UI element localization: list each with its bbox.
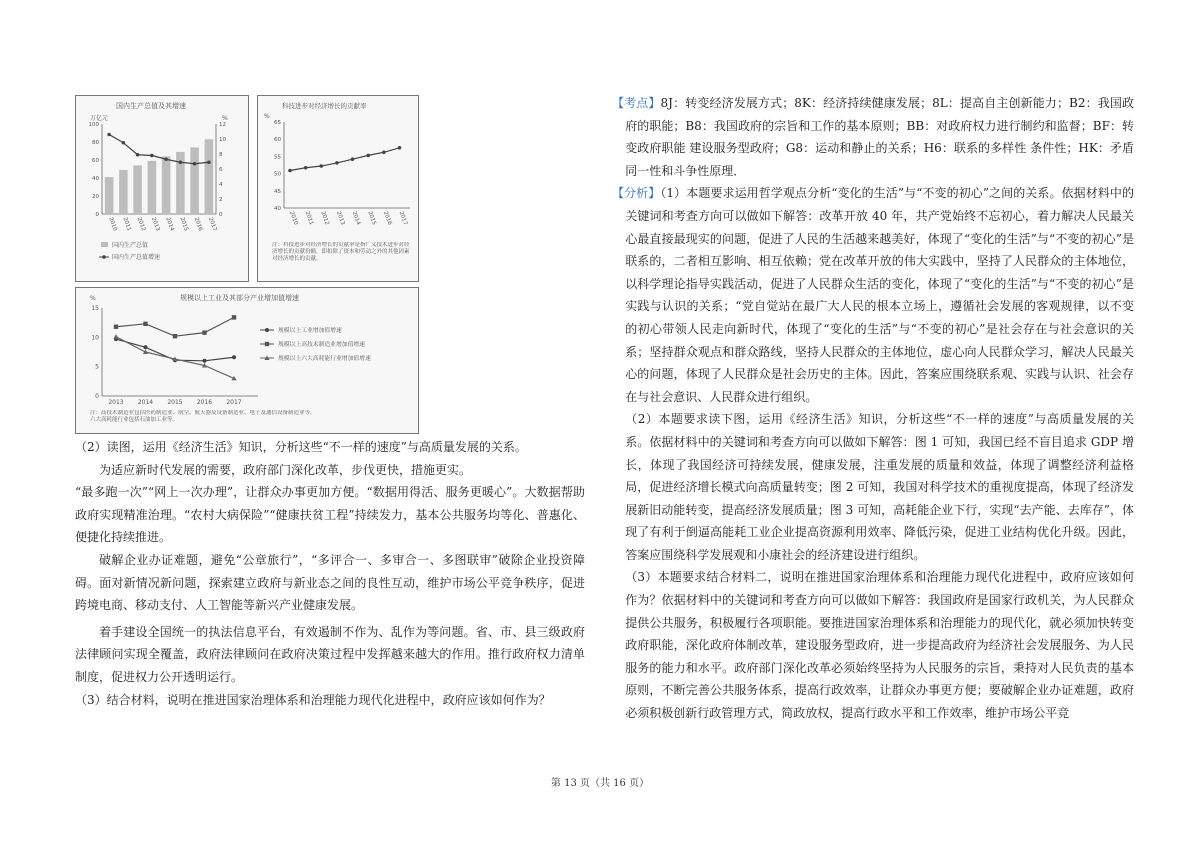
- point-tech: [304, 166, 308, 170]
- tick-label-x: 2016: [196, 399, 213, 406]
- tick-label-x: 2014: [137, 399, 154, 406]
- tick-label-x: 2013: [335, 210, 346, 226]
- tick-label-x: 2013: [149, 216, 161, 232]
- point-industry-series: [143, 322, 147, 326]
- tick-label-y: 45: [274, 188, 281, 195]
- point-gdp-growth: [136, 153, 140, 157]
- point-gdp-growth: [179, 160, 183, 164]
- legend-marker-gdp-growth: [102, 255, 106, 259]
- kaodian-tag: 【考点】: [612, 96, 661, 110]
- question-3: （3）结合材料，说明在推进国家治理体系和治理能力现代化进程中，政府应该如何作为？: [75, 692, 551, 707]
- tick-label-y: 10: [91, 334, 99, 342]
- right-column: [612, 92, 1134, 725]
- point-tech: [288, 169, 292, 173]
- point-tech: [398, 146, 402, 150]
- point-gdp-growth: [207, 160, 211, 164]
- tick-label-y-right: 0: [219, 212, 223, 218]
- point-industry-series: [173, 334, 177, 338]
- fenxi-block-2: （2）本题要求读下图，运用《经济生活》知识，分析这些“不一样的速度”与高质量发展的关系。依据材料中的关键词和考查方向可以做如下解答：图 1 可知，我国已经不盲目追求 GDP 增长，体现了我国经济可持续发展，健康发展，注重发展的质量和效益，体现了调整经济利益格局，促进经济增长模式向高质量转变；图 2 可知，我国对科学技术的重视度提高，体现了经济发展新旧动能转变，提高经济发展质量；图 3 可知，高耗能企业下行，实现“去产能、去库存”，体现了有利于倒逼高能耗工业企业提高资源利用效率、降低污染，促进工业结构优化升级。因此，答案应围绕科学发展观和小康社会的经济建设进行组织。: [625, 412, 1134, 562]
- bar-gdp: [105, 177, 114, 214]
- tick-label-y-left: 20: [92, 194, 99, 200]
- tick-label-y: 65: [274, 120, 281, 126]
- point-industry-series: [113, 334, 118, 339]
- chart-tech-title: 科技进步对经济增长的贡献率: [282, 102, 367, 110]
- chart-tech-note: 注：科技进步对经济增长的贡献率是指广义技术进步对经济增长的贡献份额，即扣除了资本和劳动之外的其他因素对经济增长的贡献。: [272, 242, 410, 262]
- material-para-3: 破解企业办证难题，避免“公章旅行”，“多评合一、多审合一、多图联审”破除企业投资障碍。面对新情况新问题，探索建立政府与新业态之间的良性互动，维护市场公平竞争秩序，促进跨境电商、移动支付、人工智能等新兴产业健康发展。: [75, 552, 585, 613]
- tick-label-x: 2015: [167, 399, 183, 406]
- legend-marker-industry: [265, 342, 269, 346]
- legend-label-industry: 规模以上六大高耗能行业增加值增速: [278, 356, 371, 362]
- left-column: [75, 436, 585, 711]
- tick-label-y-right: 8: [219, 152, 223, 158]
- chart-industry-ylabel: %: [90, 295, 96, 302]
- point-tech: [319, 164, 323, 168]
- point-gdp-growth: [107, 133, 111, 137]
- kaodian-block: [612, 92, 1134, 182]
- kaodian-text: 8J：转变经济发展方式；8K：经济持续健康发展；8L：提高自主创新能力；B2：我国政府的职能；B8：我国政府的宗旨和工作的基本原则；BB：对政府权力进行制约和监督；BF：转变政府职能 建设服务型政府；G8：运动和静止的关系；H6：联系的多样性 条件性；HK：矛盾同一性和斗争性原理．: [625, 96, 1134, 178]
- bar-gdp: [205, 139, 214, 214]
- point-industry-series: [114, 325, 118, 329]
- tick-label-x: 2017: [397, 210, 409, 226]
- tick-label-x: 2017: [206, 216, 218, 232]
- chart-tech: [257, 95, 419, 282]
- point-tech: [335, 161, 339, 165]
- bar-gdp: [133, 165, 142, 214]
- tick-label-x: 2010: [107, 216, 118, 232]
- legend-label-gdp: 国内生产总值: [112, 242, 149, 249]
- tick-label-x: 2011: [303, 210, 315, 226]
- tick-label-y: 0: [95, 393, 99, 400]
- material-para-2: “最多跑一次”“网上一次办理”，让群众办事更加方便。“数据用得活、服务更暖心”。大数据帮助政府实现精准治理。“农村大病保险”“健康扶贫工程”持续发力，基本公共服务均等化、普惠化、便捷化持续推进。: [75, 485, 585, 545]
- tick-label-x: 2013: [108, 399, 124, 406]
- legend-label-industry: 规模以上高技术制造业增加值增速: [278, 342, 365, 348]
- chart-industry-note: 注：高技术制造业包括医药制造业、航空、航天器及设备制造业、电子及通信设备制造业等，六大高耗能行业包括石油加工业等。: [90, 410, 316, 423]
- chart-industry-title: 规模以上工业及其部分产业增加值增速: [180, 294, 299, 302]
- tick-label-y-left: 0: [95, 212, 99, 218]
- tick-label-x: 2012: [135, 216, 147, 232]
- tick-label-x: 2014: [164, 216, 175, 232]
- tick-label-x: 2015: [178, 216, 189, 232]
- point-tech: [382, 150, 386, 154]
- tick-label-y: 5: [95, 363, 99, 371]
- material-para-1: 为适应新时代发展的需要，政府部门深化改革，步伐更快，措施更实。: [99, 462, 472, 477]
- legend-label-industry: 规模以上工业增加值增速: [278, 328, 342, 334]
- tick-label-y-right: 2: [219, 197, 223, 203]
- bar-gdp: [148, 161, 157, 214]
- tick-label-y: 60: [274, 137, 281, 144]
- legend-marker-industry: [265, 328, 269, 332]
- fenxi-text-1: （1）本题要求运用哲学观点分析“变化的生活”与“不变的初心”之间的关系。依据材料中的关键词和考查方向可以做如下解答：改革开放 40 年，共产党始终不忘初心，着力解决人民最关心最直接最现实的问题，促进了人民的生活越来越美好，体现了“变化的生活”与“不变的初心”是联系的，二者相互影响、相互依赖；党在改革开放的伟大实践中，坚持了人民群众的主体地位，以科学理论指导实践活动，促进了人民群众生活的变化，体现了“变化的生活”与“不变的初心”是实践与认识的关系；“党自觉站在最广大人民的根本立场上，遵循社会发展的客观规律，以不变的初心带领人民走向新时代，体现了“变化的生活”与“不变的初心”是社会存在与社会意识的关系；坚持群众观点和群众路线，坚持人民群众的主体地位，虚心向人民群众学习，解决人民最关心的问题，体现了人民群众是社会历史的主体。因此，答案应围绕联系观、实践与认识、社会存在与社会意识、人民群众进行组织。: [625, 186, 1134, 404]
- chart-gdp: [75, 95, 249, 282]
- point-tech: [351, 157, 355, 161]
- line-industry-series: [116, 317, 234, 336]
- point-tech: [366, 154, 370, 158]
- tick-label-y: 40: [274, 206, 281, 212]
- tick-label-y-left: 100: [88, 122, 99, 128]
- bar-gdp: [162, 156, 171, 214]
- tick-label-y: 15: [91, 305, 99, 312]
- point-industry-series: [144, 345, 148, 349]
- point-industry-series: [203, 359, 207, 363]
- chart-industry: [75, 287, 419, 434]
- legend-swatch-gdp: [101, 242, 108, 247]
- legend-label-gdp-growth: 国内生产总值增速: [112, 254, 161, 261]
- tick-label-y-right: 6: [219, 167, 223, 173]
- bar-gdp: [190, 147, 199, 214]
- point-industry-series: [232, 355, 236, 359]
- chart-gdp-svg: [76, 96, 248, 281]
- point-industry-series: [202, 330, 206, 334]
- tick-label-y-left: 80: [92, 140, 99, 146]
- fenxi-tag: 【分析】: [612, 186, 661, 201]
- chart-tech-ylabel: %: [264, 113, 270, 120]
- question-2: （2）读图，运用《经济生活》知识，分析这些“不一样的速度”与高质量发展的关系。: [75, 440, 527, 454]
- tick-label-y: 50: [274, 171, 281, 178]
- bar-gdp: [119, 170, 128, 214]
- tick-label-y-right: 12: [219, 122, 226, 128]
- tick-label-x: 2016: [381, 210, 393, 226]
- tick-label-y-right: 10: [219, 137, 226, 143]
- tick-label-y-right: 4: [219, 182, 223, 188]
- chart-gdp-title: 国内生产总值及其增速: [116, 102, 186, 110]
- fenxi-block-1: [612, 182, 1134, 408]
- point-industry-series: [232, 315, 236, 319]
- point-gdp-growth: [193, 162, 197, 166]
- tick-label-x: 2014: [350, 210, 362, 226]
- tick-label-x: 2017: [226, 399, 242, 406]
- fenxi-block-3: （3）本题要求结合材料二，说明在推进国家治理体系和治理能力现代化进程中，政府应该如何作为？依据材料中的关键词和考查方向可以做如下解答：我国政府是国家行政机关，为人民群众提供公共服务，积极履行各项职能。要推进国家治理体系和治理能力的现代化，就必须加快转变政府职能，深化政府体制改革，建设服务型政府，进一步提高政府为经济社会发展服务、为人民服务的能力和水平。政府部门深化改革必须始终坚持为人民服务的宗旨，秉持对人民负责的基本原则，不断完善公共服务体系，提高行政效率，让群众办事更方便；要破解企业办证难题，政府必须积极创新行政管理方式，简政放权，提高行政水平和工作效率，维护市场公平竞: [625, 570, 1134, 721]
- point-gdp-growth: [122, 141, 126, 145]
- chart-gdp-ylabel-left: 万亿元: [90, 115, 109, 122]
- material-para-4: 着手建设全国统一的执法信息平台，有效遏制不作为、乱作为等问题。省、市、县三级政府法律顾问实现全覆盖，政府法律顾问在政府决策过程中发挥越来越大的作用。推行政府权力清单制度，促进权力公开透明运行。: [75, 624, 585, 684]
- tick-label-y-left: 40: [92, 176, 99, 182]
- tick-label-y-left: 60: [92, 158, 99, 164]
- tick-label-x: 2012: [319, 210, 330, 226]
- tick-label-x: 2011: [121, 216, 132, 232]
- tick-label-x: 2016: [192, 216, 204, 232]
- point-gdp-growth: [150, 154, 154, 158]
- chart-gdp-ylabel-right: %: [222, 115, 228, 122]
- tick-label-x: 2015: [366, 210, 377, 226]
- point-gdp-growth: [164, 157, 168, 161]
- tick-label-x: 2010: [288, 210, 299, 226]
- tick-label-y: 55: [274, 154, 281, 161]
- page-footer: 第 13 页（共 16 页）: [550, 778, 650, 789]
